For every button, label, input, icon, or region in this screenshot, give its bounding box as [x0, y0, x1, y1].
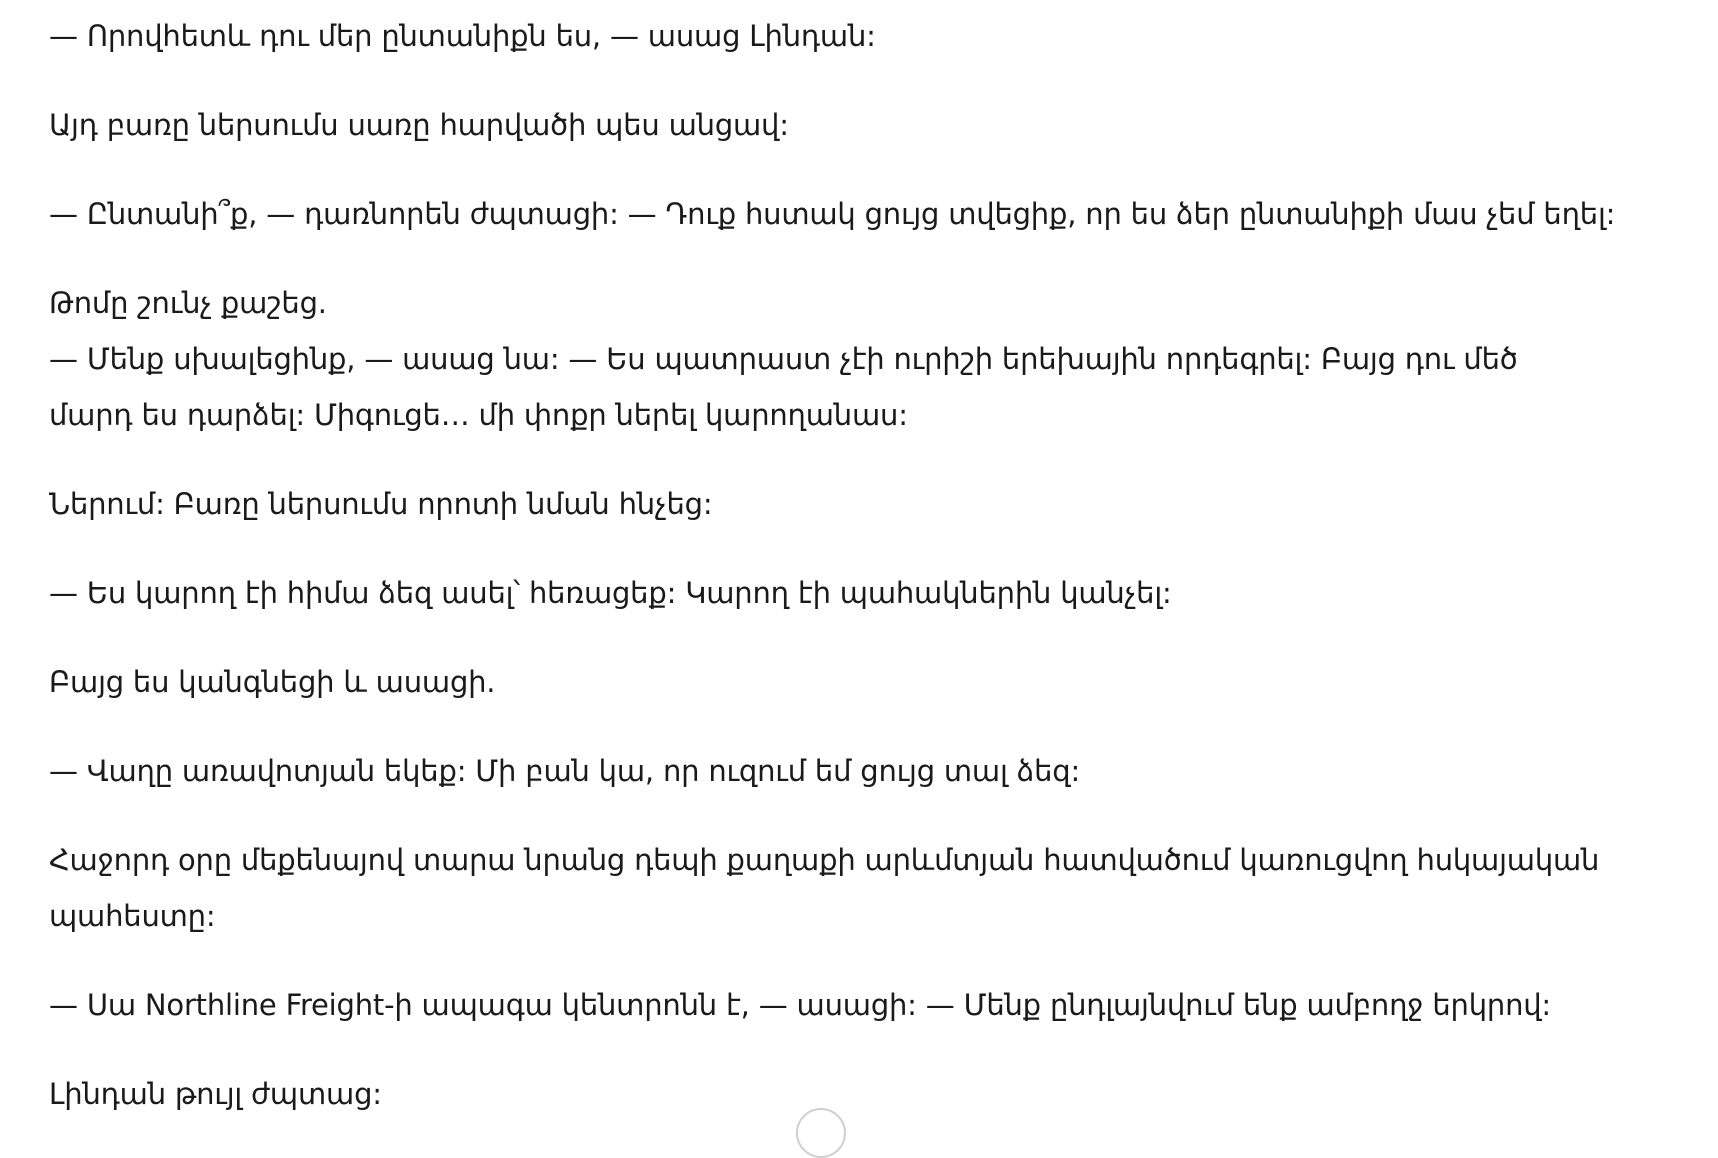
paragraph-7: — Ես կարող էի հիմա ձեզ ասել՝ հեռացեք: Կարող էի պահակներին կանչել:	[49, 576, 1172, 610]
paragraph-5-line-1: — Մենք սխալեցինք, — ասաց նա: — Ես պատրաստ չէի ուրիշի երեխային որդեգրել: Բայց դու մեծ	[49, 342, 1518, 376]
paragraph-9: — Վաղը առավոտյան եկեք: Մի բան կա, որ ուզում եմ ցույց տալ ձեզ:	[49, 754, 1081, 788]
paragraph-5-line-2: մարդ ես դարձել: Միգուցե… մի փոքր ներել կարողանաս:	[49, 398, 908, 432]
paragraph-10-line-1: Հաջորդ օրը մեքենայով տարա նրանց դեպի քաղաքի արևմտյան հատվածում կառուցվող հսկայական	[49, 843, 1600, 877]
paragraph-12: Լինդան թույլ ժպտաց:	[49, 1077, 382, 1111]
story-text	[49, 8, 1689, 1122]
paragraph-10-line-2: պահեստը:	[49, 899, 216, 933]
paragraph-6: Ներում: Բառը ներսումս որոտի նման հնչեց:	[49, 487, 713, 521]
paragraph-4: Թոմը շունչ քաշեց.	[49, 286, 327, 320]
paragraph-11: — Սա Northline Freight-ի ապագա կենտրոնն է, — ասացի: — Մենք ընդլայնվում ենք ամբողջ երկրով:	[49, 988, 1551, 1022]
paragraph-2: Այդ բառը ներսումս սառը հարվածի պես անցավ:	[49, 108, 789, 142]
paragraph-3: — Ընտանի՞ք, — դառնորեն ժպտացի: — Դուք հստակ ցույց տվեցիք, որ ես ձեր ընտանիքի մաս չեմ եղել:	[49, 197, 1616, 231]
paragraph-8: Բայց ես կանգնեցի և ասացի.	[49, 665, 496, 699]
scroll-down-button[interactable]	[796, 1108, 846, 1158]
paragraph-1: — Որովհետև դու մեր ընտանիքն ես, — ասաց Լինդան:	[49, 19, 876, 53]
